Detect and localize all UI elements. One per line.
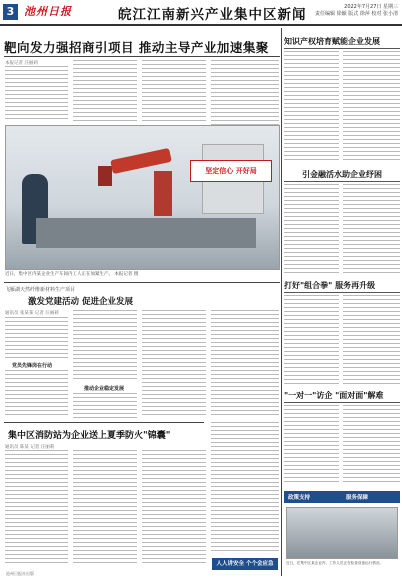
issue-date: 2022年7月27日 星期三	[344, 4, 398, 10]
story-three-col-3	[142, 450, 206, 565]
story-two-subhead-b: 推动企业稳定发展	[84, 386, 125, 392]
right-head-1: 知识产权培育赋能企业发展	[284, 36, 380, 46]
story-two-kicker: 飞雁湖天然纤维新材料生产项目	[5, 287, 76, 293]
banner-left-label: 政策支持	[288, 495, 311, 501]
lead-headline: 靶向发力强招商引项目 推动主导产业加速集聚	[4, 40, 269, 55]
right-text-1b	[343, 51, 400, 163]
lead-photo	[5, 125, 280, 270]
story-two-col-3	[142, 310, 206, 418]
story-two-col-2	[73, 310, 137, 382]
story-three-col-1	[5, 450, 68, 565]
right-head-2: 引金融活水助企业纾困	[302, 169, 382, 179]
right-text-2a	[284, 184, 339, 274]
right-rule-2	[284, 181, 400, 182]
lead-text-col-2	[73, 60, 137, 121]
right-rule-1	[284, 48, 400, 49]
banner-right-label: 服务保障	[346, 495, 369, 501]
section-rule-2	[4, 422, 204, 423]
masthead	[0, 0, 402, 26]
policy-banner	[284, 491, 400, 503]
right-rule-3	[284, 292, 400, 293]
photo-robot-head	[98, 166, 112, 186]
photo-robot-base	[154, 171, 172, 216]
story-two-subhead-a: 党员先锋岗在行动	[12, 363, 53, 369]
footer-note: 池州日报社出版	[6, 571, 34, 576]
story-two-byline: 通讯员 张某某 记者 汪丽莉	[5, 311, 59, 316]
right-text-3b	[343, 295, 400, 385]
section-title: 皖江江南新兴产业集中区新闻	[118, 7, 307, 23]
story-three-col-2	[73, 450, 137, 565]
editor-credits: 责任编辑 徐颖 版式 徐萍 校对 张小清	[315, 11, 398, 17]
section-rule-1	[4, 282, 280, 283]
lead-text-col-1	[5, 66, 68, 121]
right-rule-4	[284, 402, 400, 403]
right-text-3a	[284, 295, 339, 385]
photo-workbench	[36, 218, 256, 248]
right-text-2b	[343, 184, 400, 274]
story-two-col-4	[211, 310, 279, 418]
right-photo	[286, 507, 398, 559]
lead-text-col-3	[142, 60, 206, 121]
right-text-4b	[343, 405, 400, 485]
headline-rule	[4, 56, 280, 57]
page-number: 3	[3, 4, 18, 20]
right-text-4a	[284, 405, 339, 485]
photo-caption: 近日，集中区内某企业生产车间内工人正在加紧生产。 本报记者 摄	[5, 272, 139, 277]
slogan-banner: 人人讲安全 个个会应急	[212, 558, 278, 570]
newspaper-logo: 池州日报	[24, 5, 72, 18]
right-text-1a	[284, 51, 339, 163]
column-divider	[281, 28, 282, 576]
story-two-col-1b	[5, 370, 68, 418]
ad-box: 坚定信心 开好局	[190, 160, 272, 182]
right-head-4: "一对一"访企 "面对面"解难	[284, 390, 384, 400]
right-head-3: 打好"组合拳" 服务再升级	[284, 280, 376, 290]
lead-byline: 本报记者 汪丽莉	[5, 61, 38, 66]
story-two-col-1	[5, 317, 68, 359]
date-line	[315, 4, 398, 18]
story-two-col-2b	[73, 393, 137, 418]
story-three-byline: 通讯员 陈某 记者 汪丽莉	[5, 445, 55, 450]
story-three-headline: 集中区消防站为企业送上夏季防火"锦囊"	[8, 431, 171, 441]
right-photo-caption: 近日，在集中区某企业内，工作人员正在检查设备运行情况。	[286, 561, 384, 565]
story-two-headline: 激发党建活动 促进企业发展	[28, 297, 133, 307]
story-four-col	[211, 422, 279, 554]
